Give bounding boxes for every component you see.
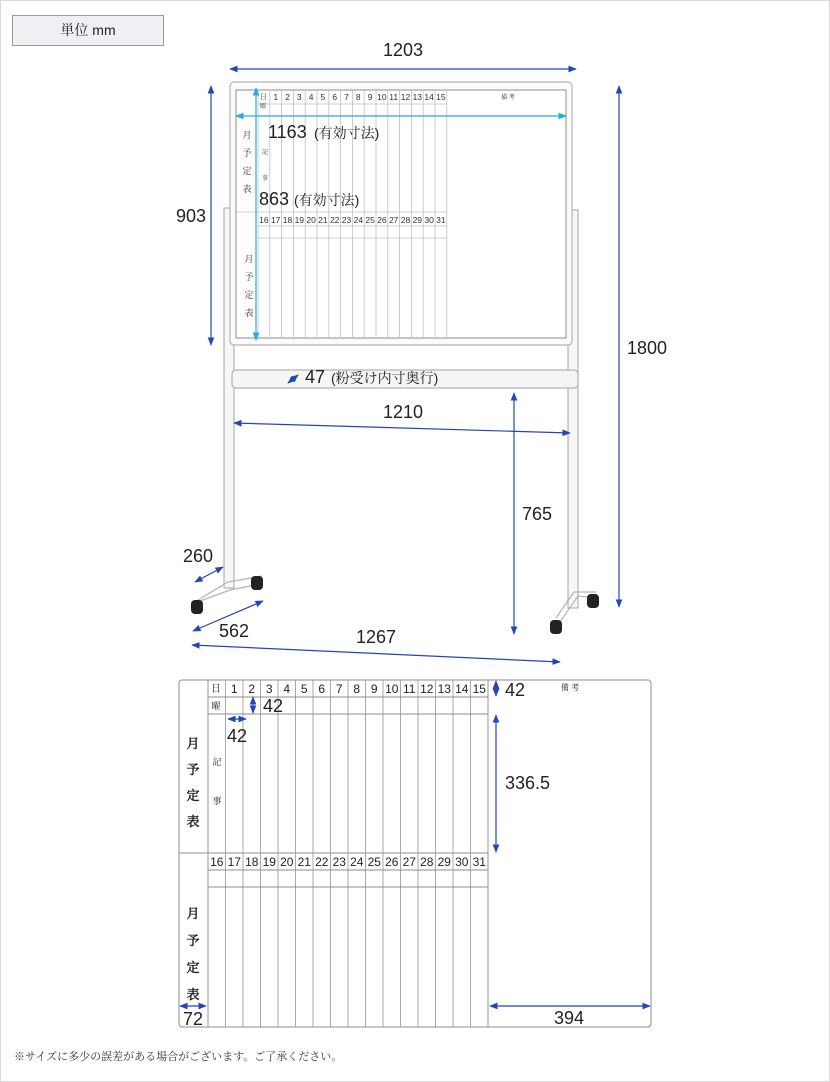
detail-day-bottom: 29	[437, 855, 451, 869]
dim-label-1800: 1800	[626, 338, 668, 358]
detail-memo-header: 備 考	[560, 683, 580, 692]
unit-label: 単位 mm	[12, 15, 164, 46]
detail-weekday-header: 曜	[211, 701, 221, 711]
detail-day-top: 7	[335, 682, 343, 696]
small-day-bottom: 18	[282, 215, 293, 225]
detail-board	[179, 680, 651, 1027]
detail-day-top: 5	[300, 682, 308, 696]
detail-day-bottom: 28	[420, 855, 434, 869]
small-day-top: 13	[412, 92, 423, 102]
detail-day-top: 2	[248, 682, 256, 696]
detail-board-outline	[179, 680, 651, 1027]
detail-day-top: 11	[403, 682, 416, 696]
small-day-bottom: 22	[329, 215, 340, 225]
small-day-top: 8	[355, 92, 361, 102]
detail-day-top: 10	[385, 682, 399, 696]
small-day-top: 14	[424, 92, 434, 102]
detail-day-top: 12	[420, 682, 434, 696]
dim-line-1267	[192, 645, 560, 662]
small-day-bottom: 24	[353, 215, 364, 225]
detail-day-header: 日	[211, 684, 221, 695]
detail-day-bottom: 27	[402, 855, 416, 869]
small-day-bottom: 27	[388, 215, 399, 225]
detail-title-top: 表	[186, 814, 200, 829]
detail-day-top: 3	[265, 682, 273, 696]
small-day-bottom: 31	[436, 215, 446, 225]
detail-day-bottom: 22	[315, 855, 329, 869]
small-day-top: 15	[436, 92, 446, 102]
dim-label-260: 260	[182, 546, 214, 566]
dim-label-863: 863	[259, 189, 290, 209]
small-title-top: 表	[242, 184, 252, 194]
dim-label-1210: 1210	[382, 402, 424, 422]
small-day-top: 6	[332, 92, 338, 102]
detail-day-top: 1	[230, 682, 238, 696]
footnote: ※サイズに多少の誤差がある場合がございます。ご了承ください。	[14, 1051, 343, 1063]
small-day-bottom: 30	[424, 215, 434, 225]
dim-label-row-42: 42	[505, 680, 526, 700]
small-title-top: 予	[242, 148, 252, 158]
small-day-bottom: 23	[341, 215, 352, 225]
detail-day-top: 6	[318, 682, 326, 696]
detail-title-top: 定	[186, 788, 200, 803]
dim-label-336-5: 336.5	[505, 773, 551, 793]
dim-label-765: 765	[521, 504, 553, 524]
dim-label-1203: 1203	[382, 40, 424, 60]
small-record-2: 事	[262, 176, 269, 182]
small-day-bottom: 19	[294, 215, 305, 225]
dim-label-394: 394	[553, 1008, 585, 1028]
small-record-1: 記	[262, 150, 269, 156]
small-day-bottom: 28	[400, 215, 411, 225]
detail-day-top: 9	[370, 682, 378, 696]
small-day-bottom: 21	[318, 215, 328, 225]
small-day-top: 1	[273, 92, 279, 102]
dim-label-47: 47	[305, 367, 326, 387]
small-title-bottom: 表	[244, 308, 254, 318]
detail-day-bottom: 23	[332, 855, 346, 869]
small-day-top: 12	[400, 92, 411, 102]
small-title-bottom: 定	[244, 290, 254, 300]
detail-day-bottom: 20	[280, 855, 294, 869]
small-day-top: 7	[344, 92, 349, 102]
small-day-top: 2	[285, 92, 290, 102]
small-day-bottom: 20	[306, 215, 316, 225]
detail-day-bottom: 26	[385, 855, 399, 869]
dim-label-863-note: (有効寸法)	[294, 192, 360, 208]
detail-title-top: 予	[186, 762, 200, 777]
small-title-bottom: 予	[244, 272, 254, 282]
detail-day-bottom: 30	[455, 855, 469, 869]
caster-right-back	[587, 594, 599, 608]
caster-right-front	[550, 620, 562, 634]
small-day-bottom: 29	[412, 215, 423, 225]
small-day-bottom: 16	[259, 215, 269, 225]
detail-day-top: 14	[455, 682, 469, 696]
detail-title-top: 月	[186, 736, 200, 751]
small-day-top: 3	[296, 92, 302, 102]
dim-label-903: 903	[175, 206, 207, 226]
detail-day-bottom: 25	[367, 855, 381, 869]
small-day-top: 9	[367, 92, 373, 102]
small-day-top: 5	[320, 92, 326, 102]
dim-label-1163-note: (有効寸法)	[314, 125, 380, 141]
dim-line-260	[195, 567, 223, 582]
detail-day-bottom: 16	[210, 855, 224, 869]
dim-line-1210	[234, 423, 570, 433]
small-memo-header: 備 考	[501, 95, 515, 101]
small-day-bottom: 25	[365, 215, 375, 225]
dim-label-562: 562	[218, 621, 250, 641]
detail-title-bottom: 予	[186, 933, 200, 948]
small-title-top: 定	[242, 166, 252, 176]
small-day-top: 10	[377, 92, 387, 102]
detail-day-bottom: 31	[472, 855, 486, 869]
detail-day-top: 15	[472, 682, 486, 696]
dim-label-1163: 1163	[268, 122, 307, 142]
caster-left-back	[251, 576, 263, 590]
caster-left-front	[191, 600, 203, 614]
dim-label-47-note: (粉受け内寸奥行)	[331, 370, 439, 386]
detail-record-1: 記	[212, 757, 222, 767]
small-day-top: 11	[389, 92, 399, 102]
detail-day-top: 13	[437, 682, 451, 696]
detail-day-bottom: 21	[297, 855, 311, 869]
detail-title-bottom: 月	[186, 906, 200, 921]
dim-label-cell-width-42: 42	[226, 726, 248, 746]
detail-day-bottom: 17	[227, 855, 241, 869]
detail-day-bottom: 18	[245, 855, 259, 869]
small-day-header: 日	[260, 94, 267, 101]
small-day-bottom: 17	[270, 215, 281, 225]
detail-day-top: 8	[353, 682, 361, 696]
dim-label-1267: 1267	[355, 627, 397, 647]
small-title-bottom: 月	[244, 254, 254, 264]
small-title-top: 月	[242, 130, 252, 140]
detail-title-bottom: 定	[186, 960, 200, 975]
dim-label-72: 72	[182, 1009, 204, 1029]
detail-day-bottom: 24	[350, 855, 364, 869]
detail-day-top: 4	[283, 682, 291, 696]
dim-label-cell-height-42: 42	[263, 696, 284, 716]
small-weekday-header: 曜	[260, 104, 267, 110]
detail-record-2: 事	[212, 796, 222, 806]
small-day-top: 4	[308, 92, 314, 102]
small-day-bottom: 26	[377, 215, 387, 225]
detail-day-bottom: 19	[262, 855, 276, 869]
detail-title-bottom: 表	[186, 987, 200, 1002]
